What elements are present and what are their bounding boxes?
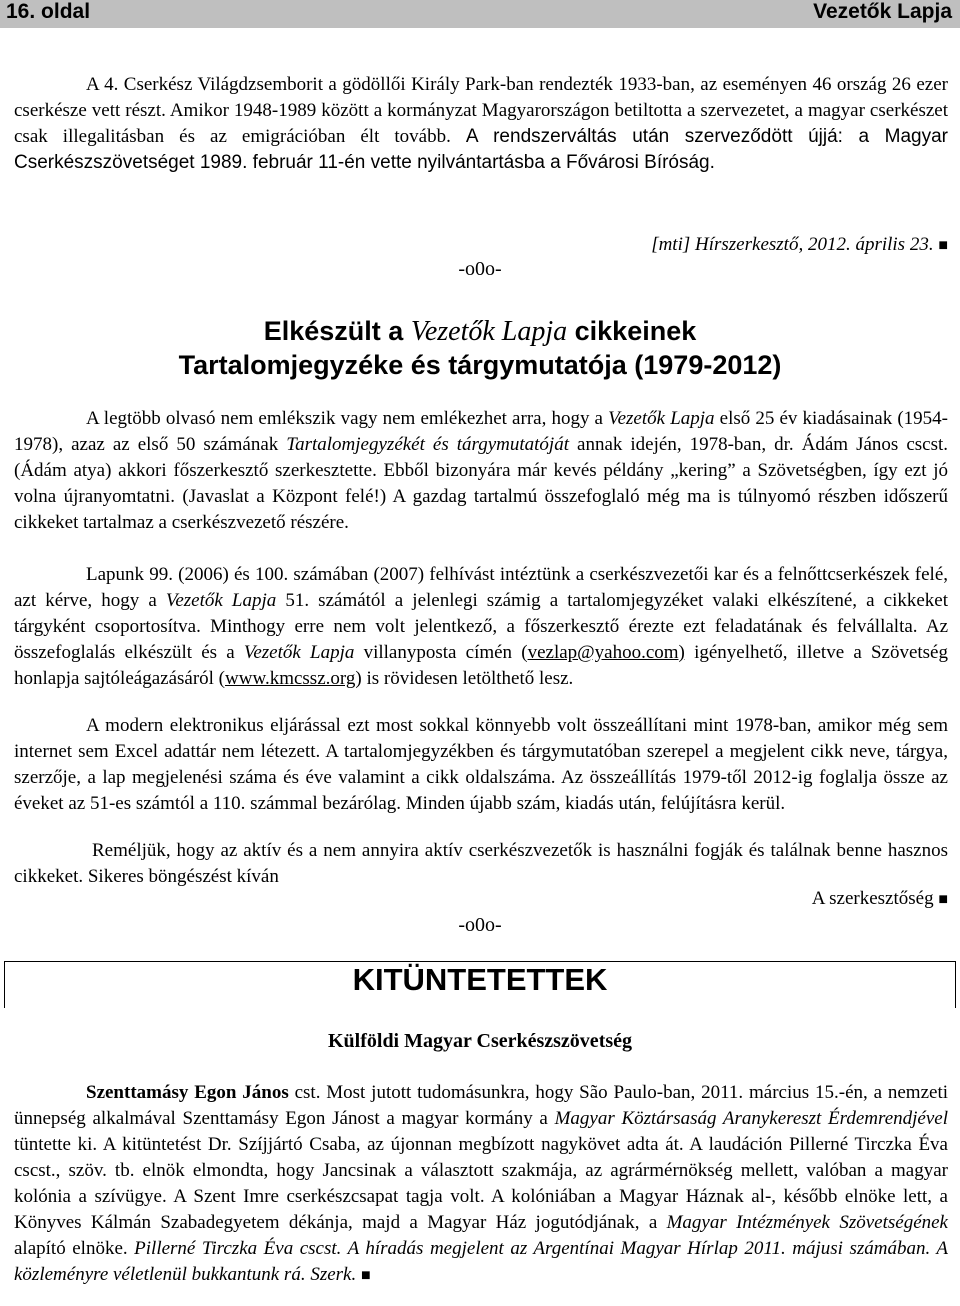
website-link[interactable]: www.kmcssz.org (225, 668, 356, 689)
intro-text-1: A 4. Cserkész Világdzsemborit a gödöllői Király Park-ban rendezték 1933-ban, az eseményen 46 ország 26 ezer cserkésze vett részt. Amikor 1948-1989 között a kormányzat Magyarországon betiltotta a szervezetet, a magyar cserkészet csak illegalitásban és az emigrációban élt tovább. (14, 74, 948, 147)
p2-c: villanyposta címén ( (354, 642, 528, 663)
end-mark-icon: ■ (360, 1267, 371, 1284)
signature-line (14, 886, 948, 913)
awardee-name: Szenttamásy Egon János (86, 1082, 289, 1103)
separator-1: -o0o- (458, 258, 502, 280)
awards-i3: Pillerné Tirczka Éva cscst. A híradás megjelent az Argentínai Magyar Hírlap 2011. májusi számában. A közleményre véletlenül bukkantunk rá. Szerk. (14, 1238, 948, 1285)
awards-i2: Magyar Intézmények Szövetségének (666, 1212, 948, 1233)
awards-subtitle: Külföldi Magyar Cserkészszövetség (327, 1030, 633, 1052)
toc-paragraph-1 (14, 406, 948, 536)
toc-paragraph-3: A modern elektronikus eljárással ezt most sokkal könnyebb volt összeállítani mint 1978-ban, amikor még sem internet sem Excel adattár nem létezett. A tartalomjegyzékben és tárgymutatóban szerepel a megjelent cikk neve, tárgya, szerzője, a lap megjelenési száma és éve valamint a cikk oldalszáma. Az összeállítás 1979-től 2012-ig foglalja össze az éveket az 51-es számtól a 110. számmal bezárólag. Minden újabb szám, kiadás után, felújításra kerül. (14, 715, 948, 814)
end-mark-icon: ■ (938, 237, 948, 254)
p1-c: annak idején, 1978-ban, dr. Ádám János cscst. (Ádám atya) akkori főszerkesztő szerkesztette. Ebből bizonyára már kevés példány „kering” a Szövetségben, így ezt jó volna újranyomtatni. (Javaslat a Központ felé!) A gazdag tartalmú összefoglaló még ma is túlnyomó részben időszerű cikkeket tartalmaz a cserkészvezető részére. (14, 434, 949, 533)
signature: A szerkesztőség (811, 888, 934, 909)
page-number: 16. oldal (6, 0, 91, 23)
toc-title-b: cikkeinek (567, 316, 697, 346)
toc-title-a: Elkészült a (263, 316, 411, 346)
intro-text-2: A rendszerváltás után szerveződött újjá: a Magyar Cserkészszövetséget 1989. február 11-én vette nyilvántartásba a Fővárosi Bíróság. (14, 126, 948, 173)
p1-i1: Vezetők Lapja (608, 408, 715, 429)
p1-b: első 25 év kiadásainak (1954-1978), azaz az első 50 számának (14, 408, 948, 455)
publication-title: Vezetők Lapja (813, 0, 952, 23)
p1-i2: Tartalomjegyzékét és tárgymutatóját (286, 434, 569, 455)
p2-i1: Vezetők Lapja (165, 590, 277, 611)
p2-b: 51. számától a jelenlegi számig a tartalomjegyzéket valaki elkészítené, a cikkeket tárgyként csoportosítva. Minthogy erre nem volt jelentkező, a főszerkesztő érezte ezt feladatának és felvállalta. Az összefoglalás elkészült és a (14, 590, 948, 663)
toc-paragraph-2 (14, 562, 948, 692)
awards-i1: Magyar Köztársaság Aranykereszt Érdemrendjével (554, 1108, 948, 1129)
awards-paragraph (14, 1080, 948, 1289)
p1-a: A legtöbb olvasó nem emlékszik vagy nem emlékezhet arra, hogy a (86, 408, 609, 429)
email-link[interactable]: vezlap@yahoo.com) (527, 642, 685, 663)
p2-i2: Vezetők Lapja (243, 642, 355, 663)
source-line (14, 232, 948, 259)
intro-paragraph (14, 72, 948, 176)
toc-heading-line2: Tartalomjegyzéke és tárgymutatója (1979-2012) (178, 350, 782, 380)
awards-a: cst. Most jutott tudomásunkra, hogy São Paulo-ban, 2011. március 15.-én, a nemzeti ünnepség alkalmával Szenttamásy Egon Jánost a magyar kormány a (14, 1082, 948, 1129)
toc-paragraph-4: Reméljük, hogy az aktív és a nem annyira aktív cserkészvezetők is használni fogják és találnak benne hasznos cikkeket. Sikeres böngészést kíván (14, 840, 948, 887)
separator-2: -o0o- (458, 914, 502, 936)
awards-title: KITÜNTETETTEK (352, 962, 608, 997)
page-header (0, 0, 960, 28)
source-text: [mti] Hírszerkesztő, 2012. április 23. (651, 234, 934, 255)
p2-a: Lapunk 99. (2006) és 100. számában (2007) felhívást intéztünk a cserkészvezetői kar és a felnőttcserkészek felé, azt kérve, hogy a (14, 564, 948, 611)
p2-d: igényelhető, illetve a Szövetség honlapja sajtóleágazásáról ( (14, 642, 948, 689)
toc-title-italic: Vezetők Lapja (410, 316, 568, 347)
end-mark-icon: ■ (938, 891, 948, 908)
awards-b: tüntette ki. A kitüntetést Dr. Szíjjártó Csaba, az újonnan megbízott nagykövet adta át. A laudáción Pillerné Tirczka Éva cscst., szöv. tb. elnök elmondta, hogy Jancsinak a választott szakmája, az agrármérnökség mellett, valóban a magyar kolónia a szívügye. A Szent Imre cserkészcsapat tagja volt. A kolóniában a Magyar Háznak al-, később elnöke lett, a Könyves Kálmán Szabadegyetem dékánja, majd a Magyar Ház jogutódjának, a (14, 1134, 948, 1233)
p2-e: ) is rövidesen letölthető lesz. (355, 668, 574, 689)
awards-c: alapító elnöke. (14, 1238, 135, 1259)
